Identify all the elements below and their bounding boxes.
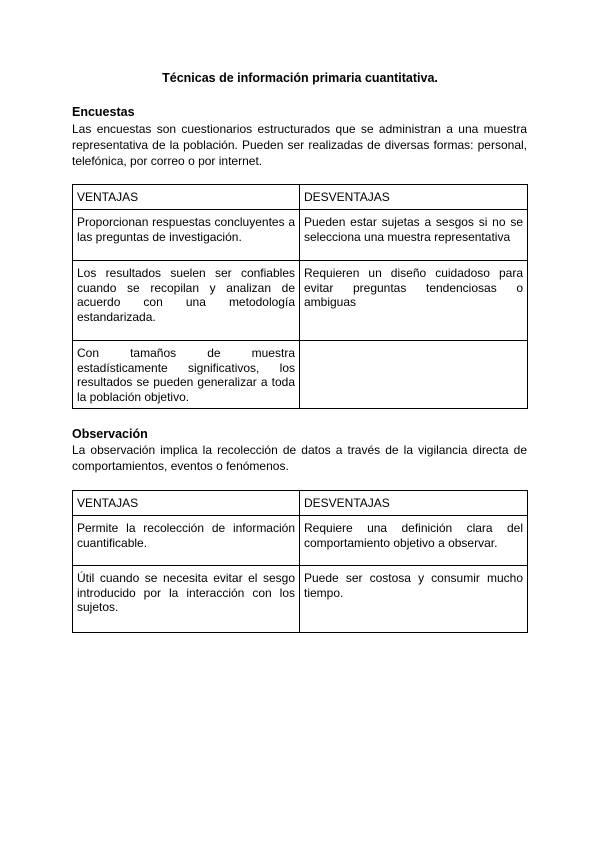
cell-ventaja: Los resultados suelen ser confiables cuando se recopilan y analizan de acuerdo con una metodología estandarizada. <box>73 261 300 341</box>
cell-ventaja: Permite la recolección de información cuantificable. <box>73 516 300 566</box>
section-paragraph-observacion: La observación implica la recolección de datos a través de la vigilancia directa de comportamientos, eventos o fenómenos. <box>72 443 527 473</box>
cell-desventaja: Requiere una definición clara del comportamiento objetivo a observar. <box>300 516 528 566</box>
header-desventajas: DESVENTAJAS <box>300 491 528 516</box>
section-heading-observacion: Observación <box>72 427 148 441</box>
cell-ventaja: Con tamaños de muestra estadísticamente significativos, los resultados se pueden generalizar a toda la población objetivo. <box>73 341 300 409</box>
cell-desventaja: Pueden estar sujetas a sesgos si no se selecciona una muestra representativa <box>300 210 528 261</box>
cell-desventaja <box>300 341 528 409</box>
table-row <box>73 341 528 409</box>
section-paragraph-encuestas: Las encuestas son cuestionarios estructurados que se administran a una muestra representativa de la población. Pueden ser realizadas de diversas formas: personal, telefónica, por correo o por internet. <box>72 122 527 168</box>
section-heading-encuestas: Encuestas <box>72 105 135 119</box>
header-ventajas: VENTAJAS <box>73 491 300 516</box>
observacion-table <box>72 490 528 633</box>
table-header-row <box>73 185 528 210</box>
document-title: Técnicas de información primaria cuantitativa. <box>162 71 438 85</box>
table-row <box>73 566 528 633</box>
cell-desventaja: Puede ser costosa y consumir mucho tiempo. <box>300 566 528 633</box>
table-row <box>73 210 528 261</box>
table-row <box>73 261 528 341</box>
header-desventajas: DESVENTAJAS <box>300 185 528 210</box>
table-header-row <box>73 491 528 516</box>
header-ventajas: VENTAJAS <box>73 185 300 210</box>
cell-ventaja: Proporcionan respuestas concluyentes a las preguntas de investigación. <box>73 210 300 261</box>
encuestas-table <box>72 184 528 409</box>
cell-desventaja: Requieren un diseño cuidadoso para evitar preguntas tendenciosas o ambiguas <box>300 261 528 341</box>
cell-ventaja: Útil cuando se necesita evitar el sesgo introducido por la interacción con los sujetos. <box>73 566 300 633</box>
table-row <box>73 516 528 566</box>
